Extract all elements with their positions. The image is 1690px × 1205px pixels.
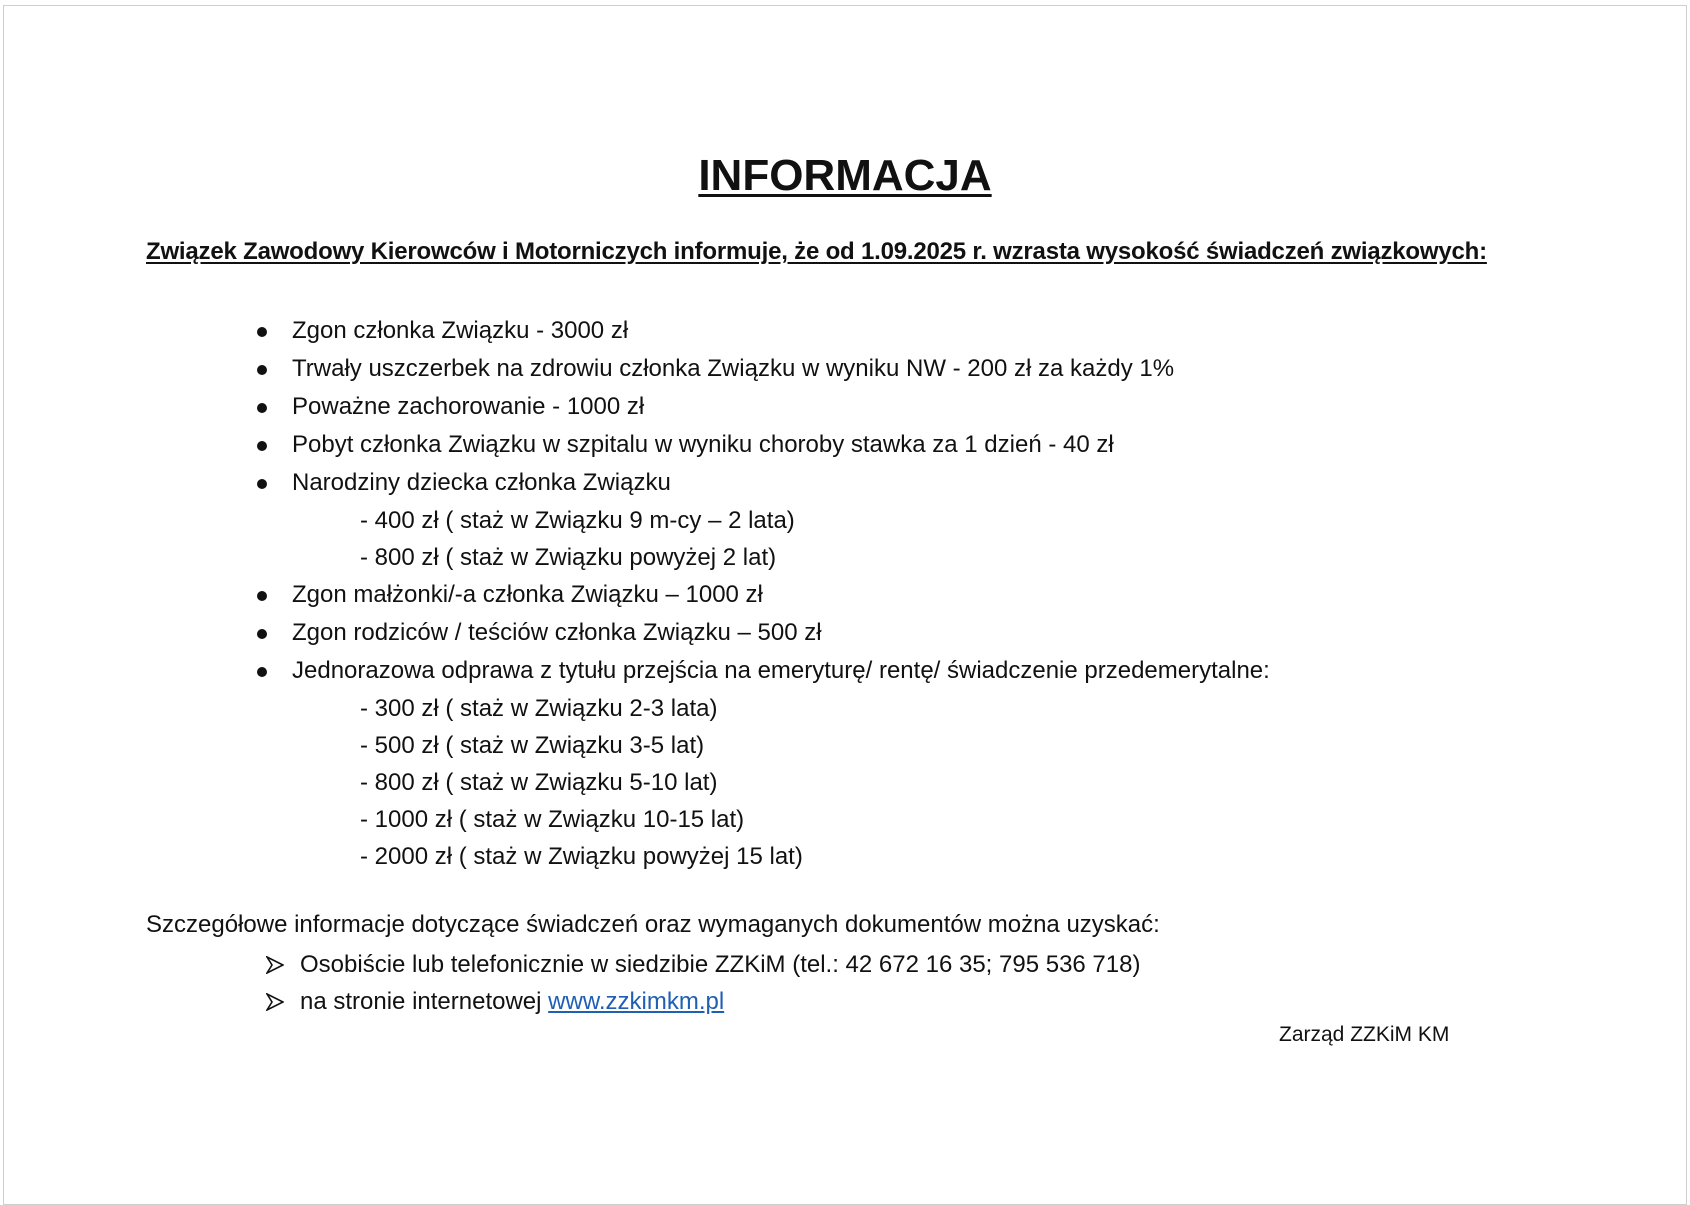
bullet-dot-icon xyxy=(257,441,267,451)
list-item-text: Zgon członka Związku - 3000 zł xyxy=(292,317,629,344)
signature: Zarząd ZZKiM KM xyxy=(1279,1023,1450,1046)
contact-website-prefix: na stronie internetowej xyxy=(300,988,549,1015)
bullet-dot-icon xyxy=(257,667,267,677)
arrowhead-bullet-icon xyxy=(266,993,284,1011)
contact-item-in-person xyxy=(266,946,1140,983)
bullet-dot-icon xyxy=(257,591,267,601)
bullet-dot-icon xyxy=(257,479,267,489)
contact-in-person-text: Osobiście lub telefonicznie w siedzibie ZZKiM (tel.: 42 672 16 35; 795 536 718) xyxy=(300,951,1141,978)
list-item xyxy=(257,312,1270,350)
list-item xyxy=(257,464,1270,502)
bullet-dot-icon xyxy=(257,365,267,375)
retirement-tier-item: - 500 zł ( staż w Związku 3-5 lat) xyxy=(360,732,705,759)
list-item-text: Narodziny dziecka członka Związku xyxy=(292,469,671,496)
announcement-subtitle: Związek Zawodowy Kierowców i Motorniczych informuje, że od 1.09.2025 r. wzrasta wysokość świadczeń związkowych: xyxy=(146,238,1487,265)
retirement-tier-item: - 1000 zł ( staż w Związku 10-15 lat) xyxy=(360,806,745,833)
retirement-tier-item: - 800 zł ( staż w Związku 5-10 lat) xyxy=(360,769,718,796)
bullet-dot-icon xyxy=(257,403,267,413)
list-item-text: Trwały uszczerbek na zdrowiu członka Związku w wyniku NW - 200 zł za każdy 1% xyxy=(292,355,1175,382)
contact-list xyxy=(266,946,1140,1020)
details-intro: Szczegółowe informacje dotyczące świadczeń oraz wymaganych dokumentów można uzyskać: xyxy=(146,911,1160,938)
arrowhead-bullet-icon xyxy=(266,956,284,974)
list-item-text: Zgon małżonki/-a członka Związku – 1000 zł xyxy=(292,581,763,608)
retirement-tier-item: - 2000 zł ( staż w Związku powyżej 15 lat) xyxy=(360,843,803,870)
list-item-text: Zgon rodziców / teściów członka Związku – 500 zł xyxy=(292,619,822,646)
list-item xyxy=(257,426,1270,464)
bullet-dot-icon xyxy=(257,629,267,639)
list-item xyxy=(257,614,1270,652)
list-item xyxy=(257,576,1270,614)
document-page xyxy=(3,5,1687,1205)
contact-item-website xyxy=(266,983,1140,1020)
list-item-text: Pobyt członka Związku w szpitalu w wyniku choroby stawka za 1 dzień - 40 zł xyxy=(292,431,1114,458)
list-item-text: Jednorazowa odprawa z tytułu przejścia na emeryturę/ rentę/ świadczenie przedemerytalne: xyxy=(292,657,1270,684)
page-title xyxy=(4,151,1686,200)
retirement-tier-item: - 300 zł ( staż w Związku 2-3 lata) xyxy=(360,695,718,722)
list-item xyxy=(257,652,1270,690)
list-item-text: Poważne zachorowanie - 1000 zł xyxy=(292,393,645,420)
benefits-list xyxy=(257,312,1270,875)
list-item xyxy=(257,388,1270,426)
list-item xyxy=(257,350,1270,388)
page-title-text: INFORMACJA xyxy=(698,151,992,200)
bullet-dot-icon xyxy=(257,327,267,337)
website-link[interactable]: www.zzkimkm.pl xyxy=(548,988,725,1015)
birth-tier-item: - 400 zł ( staż w Związku 9 m-cy – 2 lata) xyxy=(360,507,795,534)
birth-tier-item: - 800 zł ( staż w Związku powyżej 2 lat) xyxy=(360,544,777,571)
